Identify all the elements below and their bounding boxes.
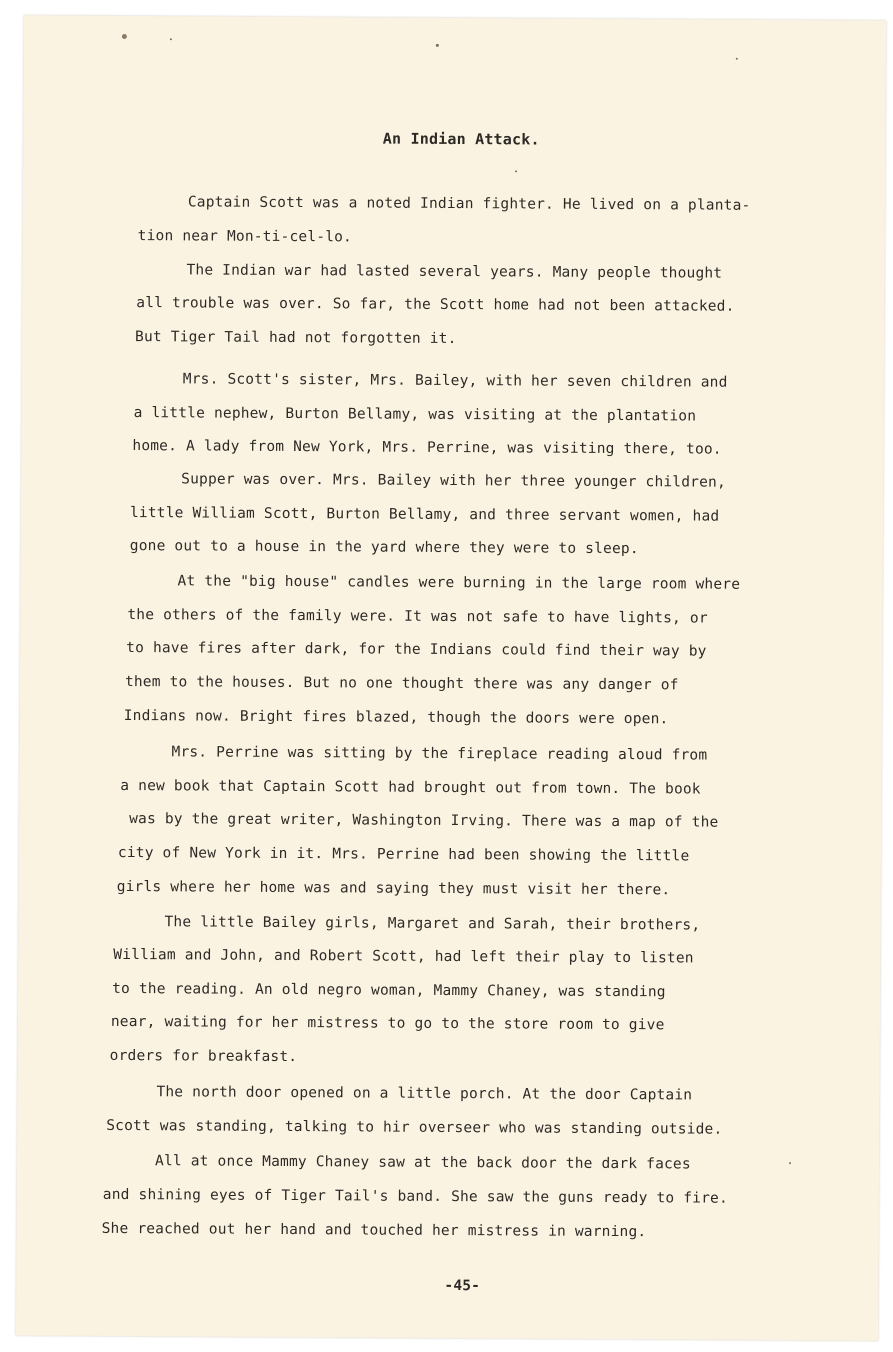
text-line: She reached out her hand and touched her mistress in warning. — [101, 1220, 647, 1241]
text-line: The Indian war had lasted several years. Many people thought — [186, 262, 723, 282]
page-title: An Indian Attack. — [382, 129, 540, 149]
text-line: was by the great writer, Washington Irving. There was a map of the — [129, 811, 719, 831]
text-line: Mrs. Scott's sister, Mrs. Bailey, with her seven children and — [182, 371, 728, 391]
text-line: tion near Mon-ti-cel-lo. — [137, 228, 353, 246]
paper-speck — [170, 38, 172, 40]
text-line: all trouble was over. So far, the Scott home had not been attacked. — [136, 295, 735, 315]
text-line: little William Scott, Burton Bellamy, and three servant women, had — [129, 505, 720, 525]
text-line: to the reading. An old negro woman, Mammy Chaney, was standing — [112, 980, 666, 1001]
text-line: and shining eyes of Tiger Tail's band. She saw the guns ready to fire. — [102, 1186, 728, 1207]
text-line: them to the houses. But no one thought there was any danger of — [124, 674, 679, 694]
paper-speck — [789, 1162, 791, 1164]
paper-speck — [436, 44, 439, 47]
typed-page — [16, 15, 886, 1340]
text-line: The north door opened on a little porch. At the door Captain — [156, 1084, 693, 1104]
text-line: Supper was over. Mrs. Bailey with her three younger children, — [181, 471, 726, 491]
paper-speck — [122, 34, 127, 39]
text-line: the others of the family were. It was not safe to have lights, or — [127, 607, 708, 627]
text-line: gone out to a house in the yard where they were to sleep. — [129, 538, 639, 558]
text-line: city of New York in it. Mrs. Perrine had been showing the little — [117, 844, 690, 865]
paper-speck — [736, 58, 738, 60]
text-line: a new book that Captain Scott had brought out from town. The book — [120, 777, 701, 798]
page-number: -45- — [444, 1277, 481, 1295]
text-line: The little Bailey girls, Margaret and Sarah, their brothers, — [164, 914, 701, 934]
text-line: orders for breakfast. — [109, 1047, 298, 1066]
text-line: Captain Scott was a noted Indian fighter. He lived on a planta- — [187, 194, 751, 214]
text-line: Scott was standing, talking to hir overseer who was standing outside. — [106, 1117, 723, 1138]
text-line: All at once Mammy Chaney saw at the back door the dark faces — [154, 1153, 691, 1173]
text-line: Indians now. Bright fires blazed, though the doors were open. — [123, 708, 669, 728]
text-line: William and John, and Robert Scott, had left their play to listen — [113, 946, 694, 967]
text-line: girls where her home was and saying they must visit her there. — [116, 878, 671, 899]
paper-speck — [515, 170, 517, 172]
text-line: to have fires after dark, for the Indians could find their way by — [126, 640, 707, 660]
text-line: near, waiting for her mistress to go to the store room to give — [110, 1013, 665, 1034]
text-line: At the "big house" candles were burning in the large room where — [177, 573, 741, 593]
text-line: Mrs. Perrine was sitting by the fireplace reading aloud from — [171, 744, 708, 764]
text-line: But Tiger Tail had not forgotten it. — [135, 329, 457, 348]
text-line: a little nephew, Burton Bellamy, was visiting at the plantation — [133, 405, 697, 425]
text-line: home. A lady from New York, Mrs. Perrine, was visiting there, too. — [132, 438, 722, 458]
